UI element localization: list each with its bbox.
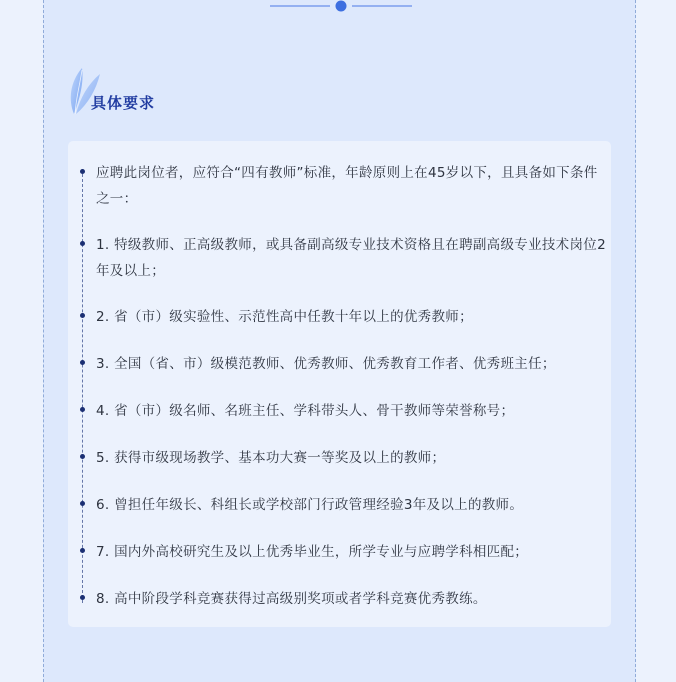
list-item-text: 7. 国内外高校研究生及以上优秀毕业生，所学专业与应聘学科相匹配； (96, 544, 529, 560)
section-title: 具体要求 (91, 94, 156, 112)
bullet-icon (80, 454, 85, 459)
bullet-icon (80, 595, 85, 600)
bullet-icon (80, 169, 85, 174)
bullet-icon (80, 313, 85, 318)
requirements-card (68, 141, 611, 627)
list-item-text: 2. 省（市）级实验性、示范性高中任教十年以上的优秀教师； (96, 309, 473, 325)
bullet-icon (80, 548, 85, 553)
list-item-text: 8. 高中阶段学科竞赛获得过高级别奖项或者学科竞赛优秀教练。 (96, 591, 487, 607)
content-panel (43, 0, 636, 682)
bullet-icon (80, 241, 85, 246)
page-margin-left (0, 0, 43, 682)
page-margin-right (636, 0, 676, 682)
section-heading (66, 64, 186, 116)
timeline-line (82, 169, 83, 603)
list-item-text: 3. 全国（省、市）级模范教师、优秀教师、优秀教育工作者、优秀班主任； (96, 356, 556, 372)
list-item-text: 5. 获得市级现场教学、基本功大赛一等奖及以上的教师； (96, 450, 446, 466)
bullet-icon (80, 360, 85, 365)
list-item-text: 6. 曾担任年级长、科组长或学校部门行政管理经验3年及以上的教师。 (96, 497, 524, 513)
divider-ornament-icon (270, 0, 412, 12)
list-item-text: 应聘此岗位者，应符合“四有教师”标准，年龄原则上在45岁以下，且具备如下条件之一： (96, 165, 598, 207)
list-item-text: 1. 特级教师、正高级教师，或具备副高级专业技术资格且在聘副高级专业技术岗位2年及以上； (96, 237, 606, 279)
bullet-icon (80, 501, 85, 506)
bullet-icon (80, 407, 85, 412)
list-item-text: 4. 省（市）级名师、名班主任、学科带头人、骨干教师等荣誉称号； (96, 403, 515, 419)
